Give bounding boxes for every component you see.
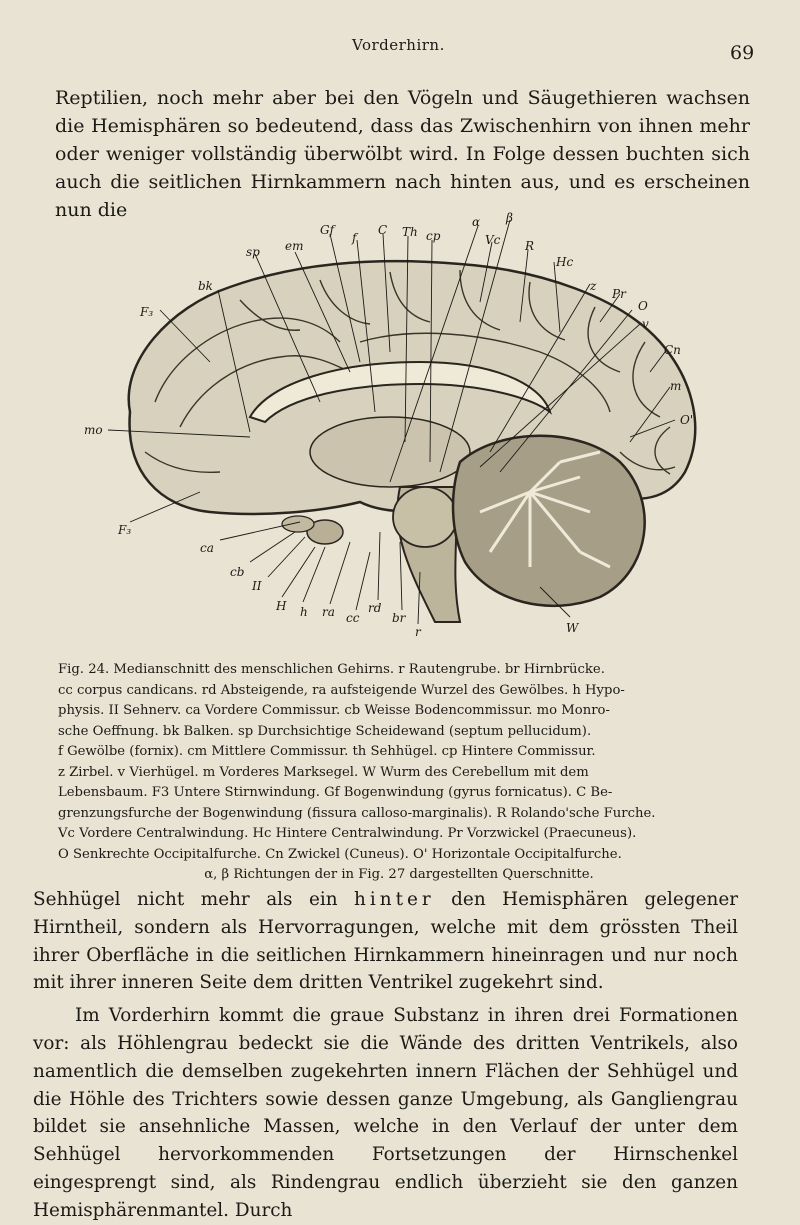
label-h-upper: H [276,599,287,613]
label-rd: rd [368,601,382,615]
running-head: Vorderhirn. [352,36,445,54]
label-h: h [300,605,308,619]
top-paragraph: Reptilien, noch mehr aber bei den Vögeln und Säugethieren wachsen die Hemisphären so bedeutend, dass das Zwischenhirn von ihnen mehr oder weniger vollständig überwölbt wird. In Folge dessen buchten sich auch die seitlichen Hirnkammern nach hinten aus, und es erscheinen nun die [55,87,750,221]
label-mo: mo [84,423,103,437]
body-paragraph-2: Im Vorderhirn kommt die graue Substanz in ihren drei Formationen vor: als Höhlengrau bedeckt sie die Wände des dritten Ventrikels, also namentlich die demselben zugekehrten innern Flächen der Sehhügel und die Höhle des Trichters sowie dessen ganze Umgebung, als Gangliengrau bildet sie ansehnliche Massen, welche in den Verlauf der unter dem Sehhügel hervorkommenden Fortsetzungen der Hirnschenkel eingesprengt sind, als Rindengrau endlich überzieht sie den ganzen Hemisphärenmantel. Durch [33,1005,738,1221]
label-ca: ca [200,541,214,555]
caption-line: grenzungsfurche der Bogenwindung (fissura calloso-marginalis). R Rolando'sche Furche. [58,805,656,821]
caption-line: sche Oeffnung. bk Balken. sp Durchsichtige Scheidewand (septum pellucidum). [58,723,592,739]
label-vc: Vc [485,233,501,247]
body-paragraph-1 [33,886,738,997]
label-f: f [352,231,357,245]
brain-illustration [60,212,740,652]
label-ra: ra [322,605,335,619]
label-r-lower: r [415,625,421,639]
figure-caption [58,660,740,886]
caption-line: f Gewölbe (fornix). cm Mittlere Commissur. th Sehhügel. cp Hintere Commissur. [58,744,596,759]
label-cb: cb [230,565,245,579]
p1-spaced-word: hinter [354,889,435,910]
label-ii: II [252,579,262,593]
label-bk: bk [198,279,213,293]
label-r-upper: R [525,239,535,253]
label-beta: β [506,212,513,225]
body-text [33,886,738,1225]
label-z: z [590,279,597,293]
brain-figure [60,212,740,652]
caption-line: Fig. 24. Medianschnitt des menschlichen Gehirns. r Rautengrube. br Hirnbrücke. [58,662,605,677]
label-m: m [670,379,682,393]
label-pr: Pr [612,287,626,301]
p1-end: den Hemisphären gelegener Hirntheil, sondern als Hervorragungen, welche mit dem grössten Theil ihrer Oberfläche in die seitlichen Hirnkammern hineinragen und nur noch mit ihrer inneren Seite dem dritten Ventrikel zugekehrt sind. [33,889,738,994]
caption-line: physis. II Sehnerv. ca Vordere Commissur. cb Weisse Bodencommissur. mo Monro- [58,703,610,718]
page-number: 69 [730,42,755,64]
label-cp: cp [426,229,441,243]
label-f3-upper: F₃ [140,305,154,319]
label-f3-lower: F₃ [118,523,132,537]
label-cc: cc [346,611,360,625]
label-o: O [638,299,648,313]
label-o-prime: O' [680,413,694,427]
label-v: v [642,317,649,331]
p1-start: Sehhügel nicht mehr als ein [33,889,355,910]
optic-nerve [282,516,314,532]
caption-line: O Senkrechte Occipitalfurche. Cn Zwickel (Cuneus). O' Horizontale Occipitalfurche. [58,846,622,862]
label-alpha: α [472,215,481,229]
label-cn: Cn [664,343,681,357]
cerebellum [453,436,645,606]
label-hc: Hc [556,255,574,269]
caption-line: z Zirbel. v Vierhügel. m Vorderes Marksegel. W Wurm des Cerebellum mit dem [58,764,589,780]
pons [393,487,457,547]
caption-last-line: α, β Richtungen der in Fig. 27 dargestellten Querschnitte. [204,867,594,882]
label-th: Th [402,225,418,239]
label-sp: sp [246,245,260,259]
label-c: C [378,223,388,237]
label-br: br [392,611,406,625]
caption-line: cc corpus candicans. rd Absteigende, ra aufsteigende Wurzel des Gewölbes. h Hypo- [58,682,625,698]
label-em: em [285,239,304,253]
page-header [0,36,800,66]
caption-line: Lebensbaum. F3 Untere Stirnwindung. Gf Bogenwindung (gyrus fornicatus). C Be- [58,785,613,800]
label-w: W [566,621,579,635]
caption-line: Vc Vordere Centralwindung. Hc Hintere Centralwindung. Pr Vorzwickel (Praecuneus). [58,826,637,841]
label-gf: Gf [320,223,335,237]
